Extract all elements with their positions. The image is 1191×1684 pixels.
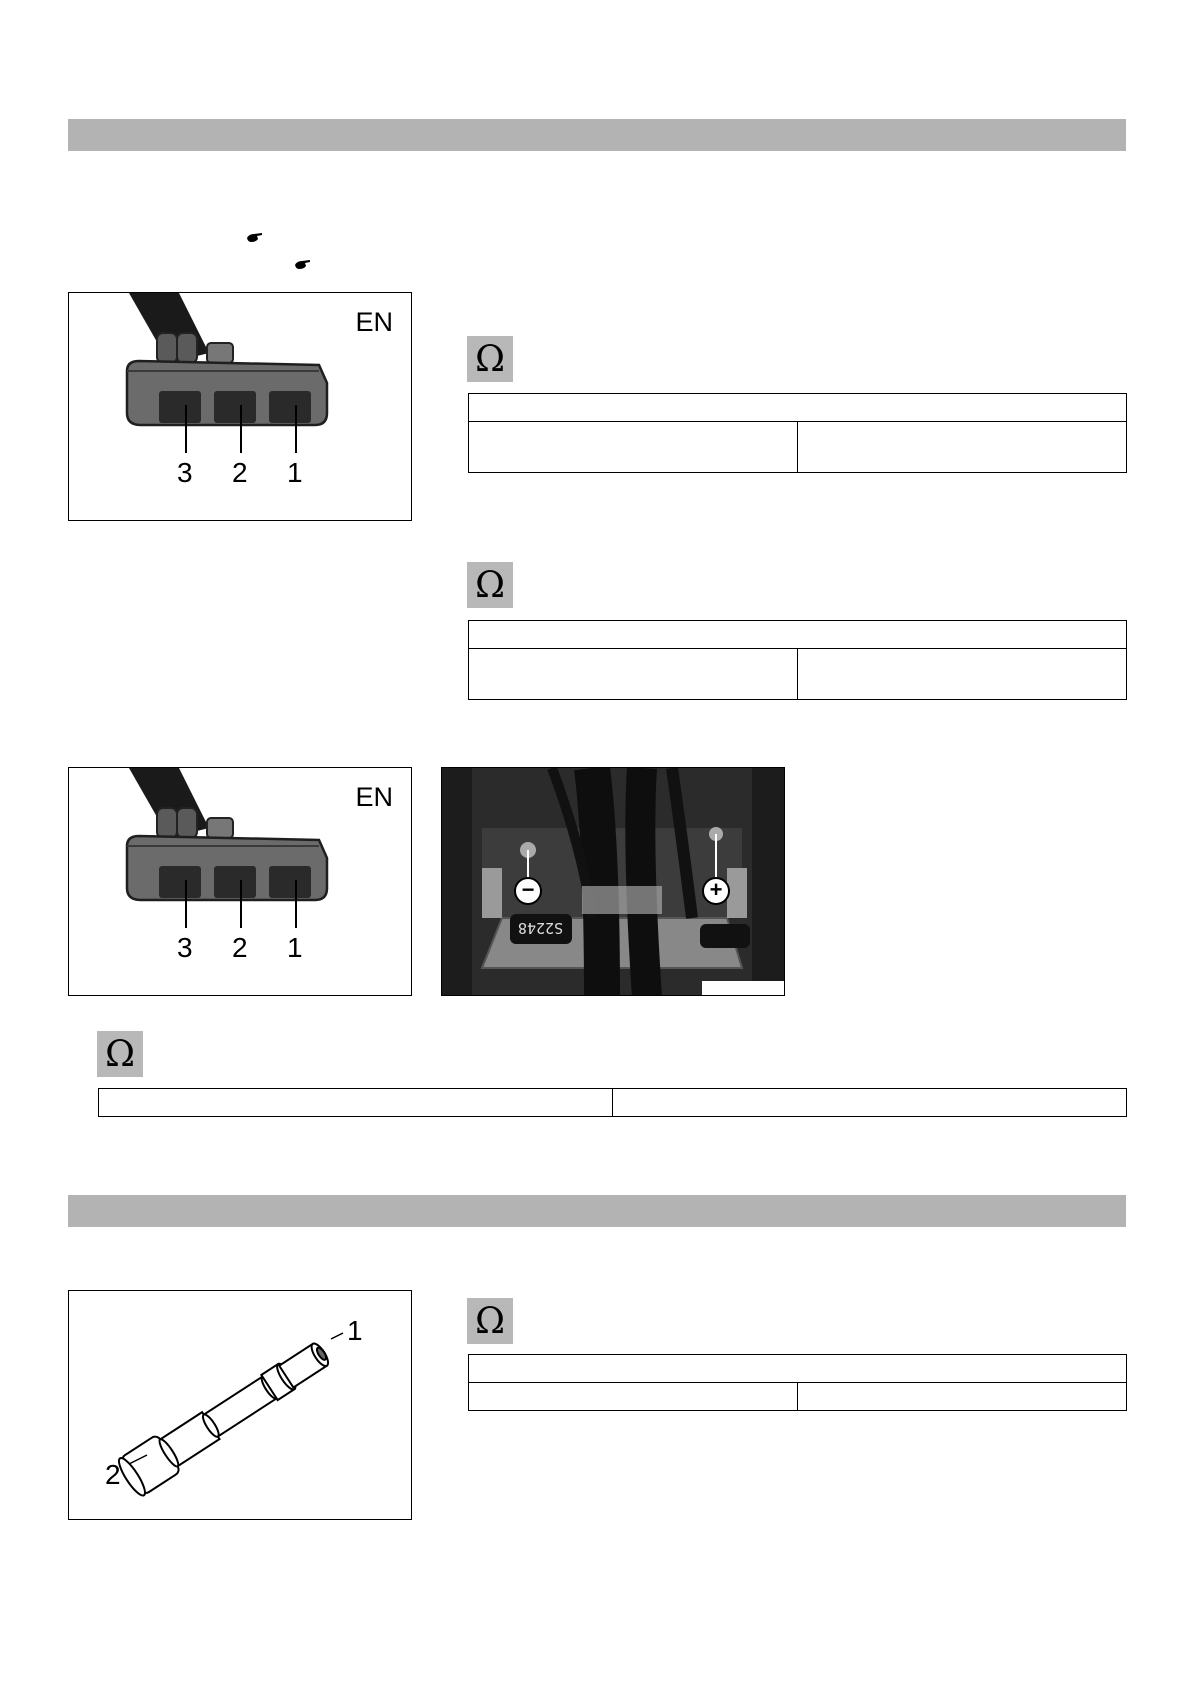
connector-figure-2 xyxy=(68,767,412,996)
callout-3: 3 xyxy=(177,457,193,488)
callout-2: 2 xyxy=(232,932,248,963)
table-cell xyxy=(798,649,1127,700)
section-title-bar-1 xyxy=(68,119,1126,151)
table-cell xyxy=(613,1089,1127,1117)
negative-terminal-symbol: − xyxy=(521,877,535,902)
spark-plug-connector-figure xyxy=(68,1290,412,1520)
callout-1: 1 xyxy=(347,1315,363,1346)
table-cell xyxy=(99,1089,613,1117)
spec-table-3 xyxy=(98,1088,1127,1117)
table-cell xyxy=(469,1383,798,1411)
hand-pointer-icon xyxy=(246,232,264,244)
spec-table-4 xyxy=(468,1354,1127,1411)
table-header-cell xyxy=(469,621,1127,649)
resistance-icon: Ω xyxy=(467,562,513,608)
table-cell xyxy=(798,422,1127,473)
positive-terminal-symbol: + xyxy=(709,877,723,902)
table-header-cell xyxy=(469,1355,1127,1383)
callout-1: 1 xyxy=(287,932,303,963)
resistance-icon: Ω xyxy=(97,1031,143,1077)
battery-stamp: S2248 xyxy=(518,919,564,937)
callout-1: 1 xyxy=(287,457,303,488)
table-cell xyxy=(469,649,798,700)
table-cell xyxy=(469,422,798,473)
battery-photo xyxy=(441,767,785,996)
callout-2: 2 xyxy=(105,1459,121,1490)
battery-illustration xyxy=(442,768,785,996)
section-title-bar-2 xyxy=(68,1195,1126,1227)
en-label: EN xyxy=(355,782,393,812)
en-label: EN xyxy=(355,307,393,337)
table-cell xyxy=(798,1383,1127,1411)
callout-2: 2 xyxy=(232,457,248,488)
connector-figure-1 xyxy=(68,292,412,521)
resistance-icon: Ω xyxy=(467,336,513,382)
callout-3: 3 xyxy=(177,932,193,963)
spec-table-1 xyxy=(468,393,1127,473)
spec-table-2 xyxy=(468,620,1127,700)
table-header-cell xyxy=(469,394,1127,422)
hand-pointer-icon xyxy=(294,259,312,271)
resistance-icon: Ω xyxy=(467,1298,513,1344)
